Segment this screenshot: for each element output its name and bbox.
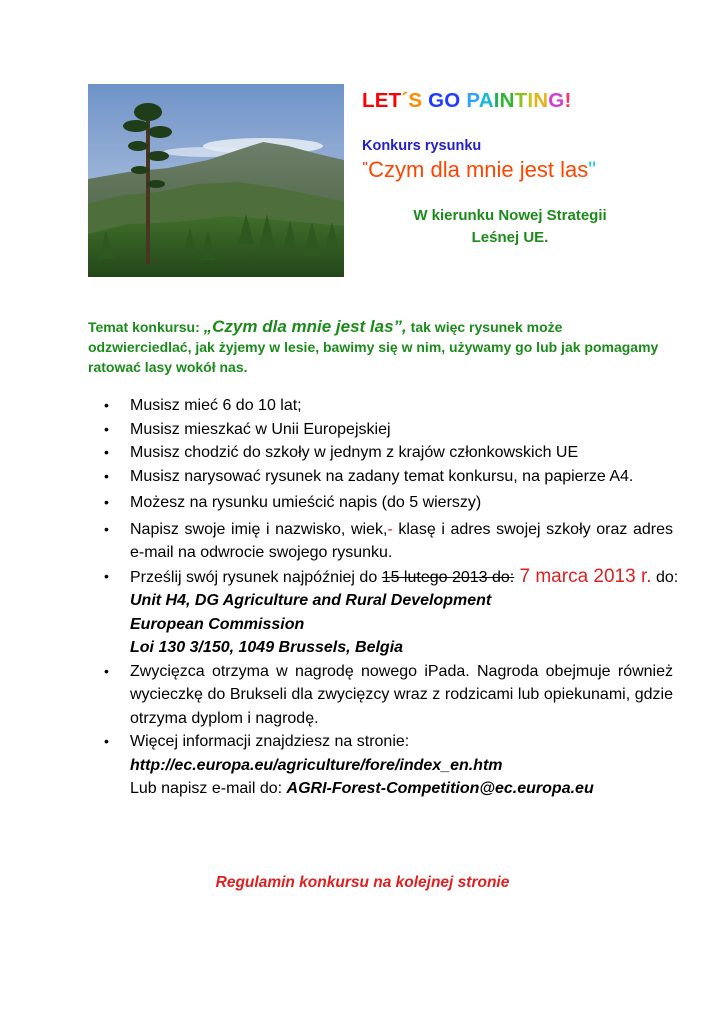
theme-title: „Czym dla mnie jest las”, [203, 317, 407, 336]
title-text: Czym dla mnie jest las [368, 157, 589, 182]
bullet-icon: • [104, 567, 109, 584]
rule-send-new-date: 7 marca 2013 r. [514, 565, 652, 587]
footer-note: Regulamin konkursu na kolejnej stronie [215, 874, 510, 891]
headline-letter: G [548, 89, 565, 112]
headline-lets-go-painting [362, 89, 571, 113]
rule-caption: Możesz na rysunku umieścić napis (do 5 wierszy) [130, 494, 482, 511]
strategy-heading [362, 205, 658, 249]
rules-list [88, 394, 679, 801]
contest-title [362, 157, 596, 183]
list-item [88, 465, 673, 489]
list-item [88, 394, 673, 418]
rule-draw: Musisz narysować rysunek na zadany temat konkursu, na papierze A4. [130, 467, 634, 485]
headline-letter: LET [362, 89, 402, 112]
list-item [88, 518, 673, 565]
list-item [88, 730, 673, 754]
contest-subtitle: Konkurs rysunku [362, 138, 482, 154]
address-line [88, 589, 673, 613]
headline-letter: ! [564, 89, 572, 112]
rule-send-a: Prześlij swój rysunek najpóźniej do [130, 568, 382, 586]
address-line [88, 613, 673, 637]
bullet-icon: • [104, 420, 109, 437]
headline-letter: S [408, 89, 429, 112]
headline-letter: T [514, 89, 528, 112]
info-url[interactable] [88, 754, 673, 778]
headline-letter: P [466, 89, 479, 112]
list-item [88, 441, 673, 465]
list-item [88, 418, 673, 442]
info-url-text[interactable]: http://ec.europa.eu/agriculture/fore/index_en.htm [130, 756, 503, 774]
headline-letter: I [527, 89, 534, 112]
theme-label: Temat konkursu: [88, 319, 204, 335]
headline-letter: I [493, 89, 500, 112]
headline-letter: N [499, 89, 515, 112]
address-commission: European Commission [130, 615, 305, 633]
rule-send-old-date: 15 lutego 2013 do: [381, 568, 515, 586]
bullet-icon: • [104, 444, 109, 460]
mail-line [88, 777, 673, 801]
rule-send-b: do: [651, 568, 679, 586]
headline-letter: GO [428, 89, 467, 112]
list-item [88, 491, 673, 515]
title-open-quote: " [362, 159, 369, 174]
address-unit: Unit H4, DG Agriculture and Rural Development [130, 592, 492, 609]
address-street: Loi 130 3/150, 1049 Brussels, Belgia [130, 639, 404, 656]
contest-theme-paragraph [88, 317, 668, 377]
mail-address[interactable]: AGRI-Forest-Competition@ec.europa.eu [286, 780, 594, 797]
bullet-icon: • [104, 397, 109, 413]
title-close-quote: " [588, 157, 597, 182]
headline-letter: ´ [401, 89, 409, 112]
strategy-line-1: W kierunku Nowej Strategii [413, 207, 607, 224]
rule-write-dash: - [387, 520, 393, 538]
forest-landscape-image [88, 84, 344, 277]
headline-letter: A [478, 89, 494, 112]
rule-write-a: Napisz swoje imię i nazwisko, wiek, [130, 520, 388, 538]
strategy-line-2: Leśnej UE. [471, 229, 549, 246]
rule-write-b: klasę i adres swojej szkoły oraz adres e-mail na odwrocie swojego rysunku. [130, 520, 673, 561]
bullet-icon: • [104, 467, 109, 484]
rule-age: Musisz mieć 6 do 10 lat; [130, 397, 302, 414]
list-item [88, 660, 673, 731]
rule-live: Musisz mieszkać w Unii Europejskiej [130, 420, 391, 438]
mail-label: Lub napisz e-mail do: [130, 780, 287, 797]
bullet-icon: • [104, 520, 109, 537]
rule-school: Musisz chodzić do szkoły w jednym z krajów członkowskich UE [130, 444, 579, 461]
address-line [88, 636, 673, 660]
bullet-icon: • [104, 662, 109, 679]
rule-prize: Zwycięzca otrzyma w nagrodę nowego iPada. Nagroda obejmuje również wycieczkę do Brukseli dla zwycięzcy wraz z rodzicami lub opiekunami, gdzie otrzyma dyplom i nagrodę. [130, 662, 673, 727]
forest-photo [88, 84, 344, 277]
bullet-icon: • [104, 733, 109, 749]
rule-info: Więcej informacji znajdziesz na stronie: [130, 733, 410, 750]
theme-description: tak więc rysunek może odzwierciedlać, jak żyjemy w lesie, bawimy się w nim, używamy go lub jak pomagamy ratować lasy wokół nas. [88, 319, 659, 375]
bullet-icon: • [104, 494, 109, 510]
headline-letter: N [533, 89, 549, 112]
list-item [88, 565, 679, 590]
